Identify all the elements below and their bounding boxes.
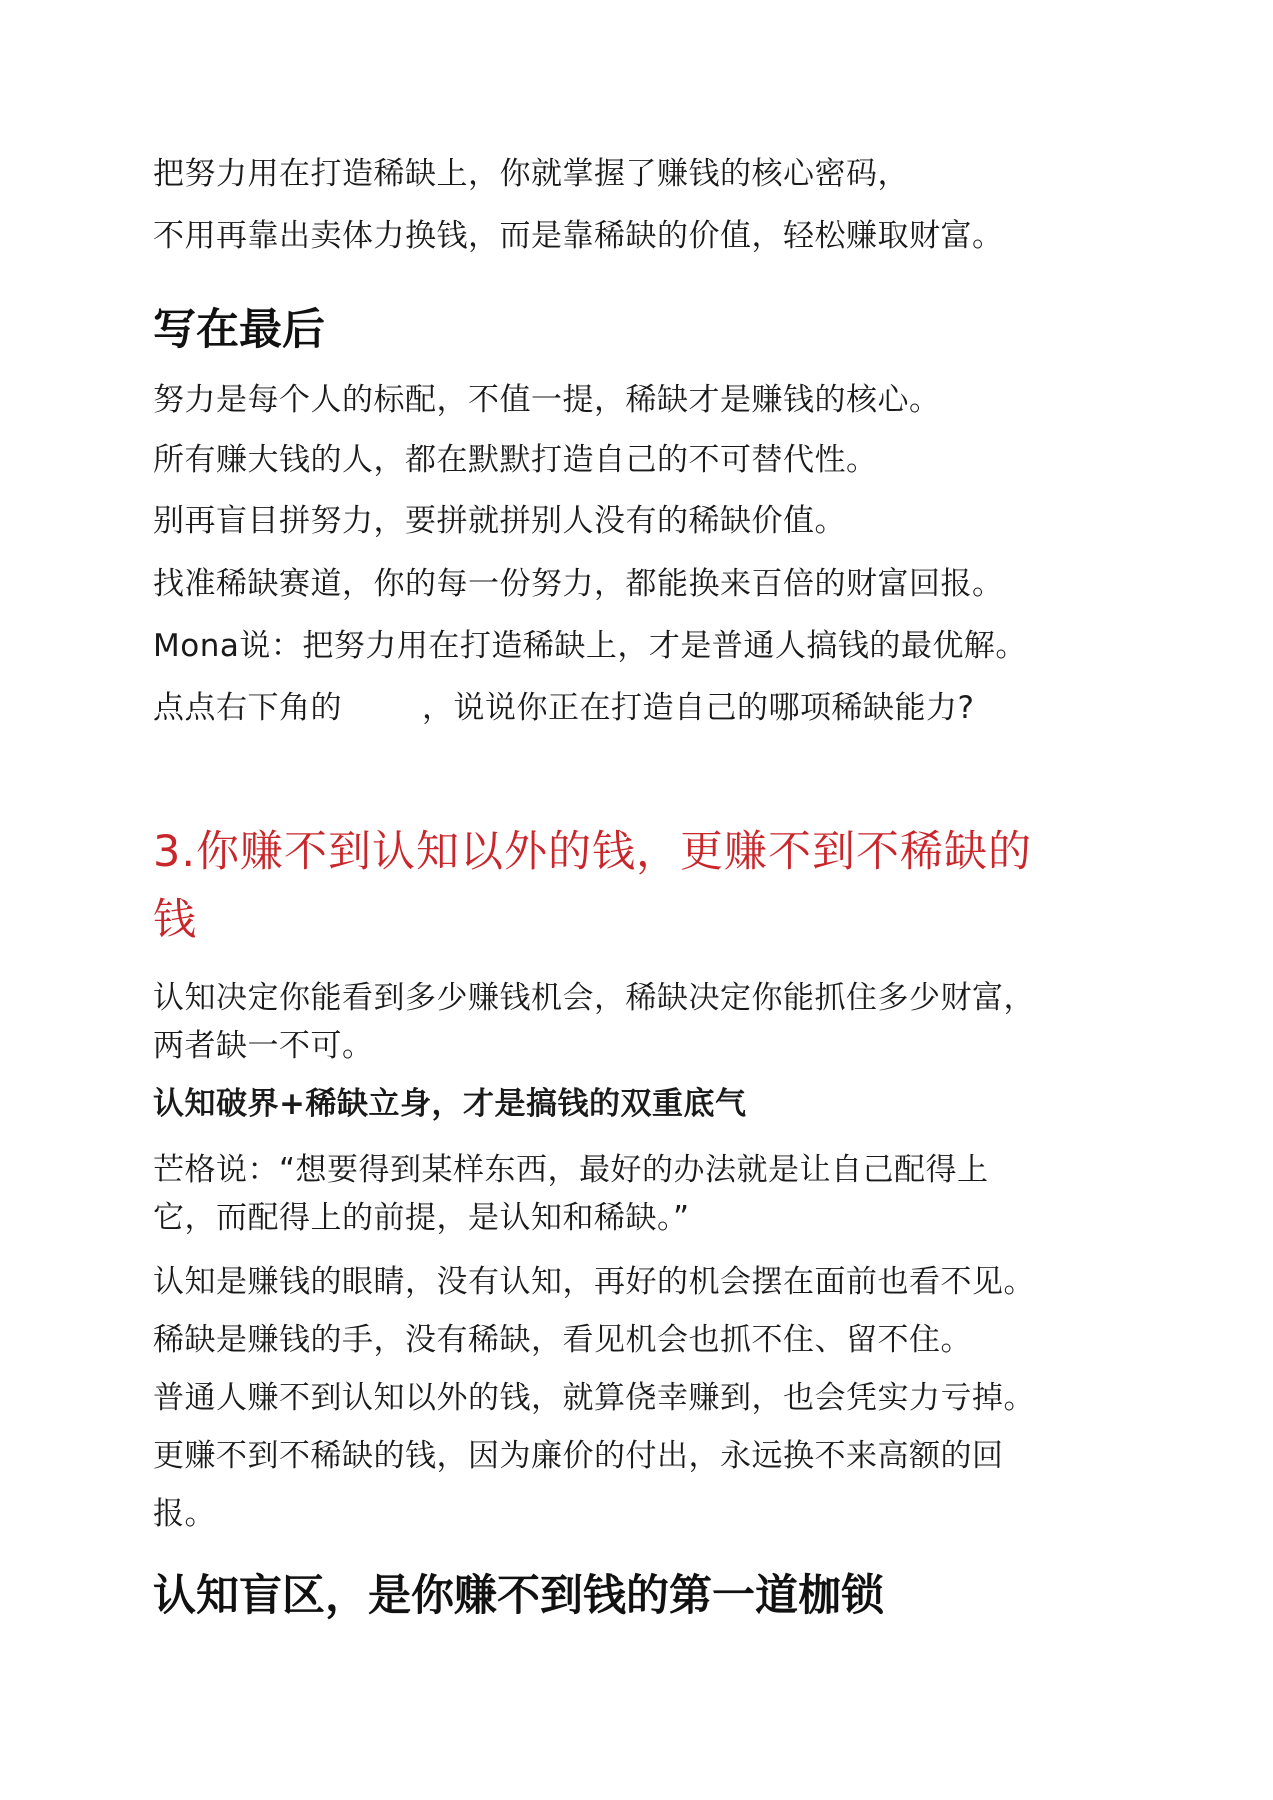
section3-line-2: 稀缺是赚钱的手，没有稀缺，看见机会也抓不住、留不住。: [153, 1322, 972, 1358]
section3-bold-line: 认知破界+稀缺立身，才是搞钱的双重底气: [153, 1086, 747, 1122]
section3-quote-line-1: 芒格说：“想要得到某样东西，最好的办法就是让自己配得上: [153, 1152, 989, 1188]
section3-line-1: 认知是赚钱的眼睛，没有认知，再好的机会摆在面前也看不见。: [153, 1264, 1035, 1300]
conclusion-line-4: 找准稀缺赛道，你的每一份努力，都能换来百倍的财富回报。: [153, 566, 1004, 602]
section3-title-line-1: 3.你赚不到认知以外的钱，更赚不到不稀缺的: [153, 827, 1033, 877]
intro-line-2: 不用再靠出卖体力换钱，而是靠稀缺的价值，轻松赚取财富。: [153, 218, 1004, 254]
cta-before: 点点右下角的: [153, 690, 342, 726]
section3-intro-line-1: 认知决定你能看到多少赚钱机会，稀缺决定你能抓住多少财富，: [153, 980, 1035, 1016]
section3-line-3: 普通人赚不到认知以外的钱，就算侥幸赚到，也会凭实力亏掉。: [153, 1380, 1035, 1416]
cta-after: ，说说你正在打造自己的哪项稀缺能力?: [422, 690, 975, 726]
section3-line-5: 报。: [153, 1496, 216, 1532]
conclusion-line-5: Mona说：把努力用在打造稀缺上，才是普通人搞钱的最优解。: [153, 628, 1027, 664]
conclusion-heading: 写在最后: [153, 305, 325, 355]
section3-subheading: 认知盲区，是你赚不到钱的第一道枷锁: [153, 1571, 884, 1621]
conclusion-line-3: 别再盲目拼努力，要拼就拼别人没有的稀缺价值。: [153, 503, 846, 539]
conclusion-cta: [153, 688, 974, 728]
section3-intro-line-2: 两者缺一不可。: [153, 1028, 374, 1064]
intro-line-1: 把努力用在打造稀缺上，你就掌握了赚钱的核心密码，: [153, 156, 909, 192]
conclusion-line-1: 努力是每个人的标配，不值一提，稀缺才是赚钱的核心。: [153, 382, 941, 418]
section3-title-line-2: 钱: [153, 895, 197, 945]
conclusion-line-2: 所有赚大钱的人，都在默默打造自己的不可替代性。: [153, 442, 878, 478]
section3-line-4: 更赚不到不稀缺的钱，因为廉价的付出，永远换不来高额的回: [153, 1438, 1004, 1474]
section3-quote-line-2: 它，而配得上的前提，是认知和稀缺。”: [153, 1200, 690, 1236]
